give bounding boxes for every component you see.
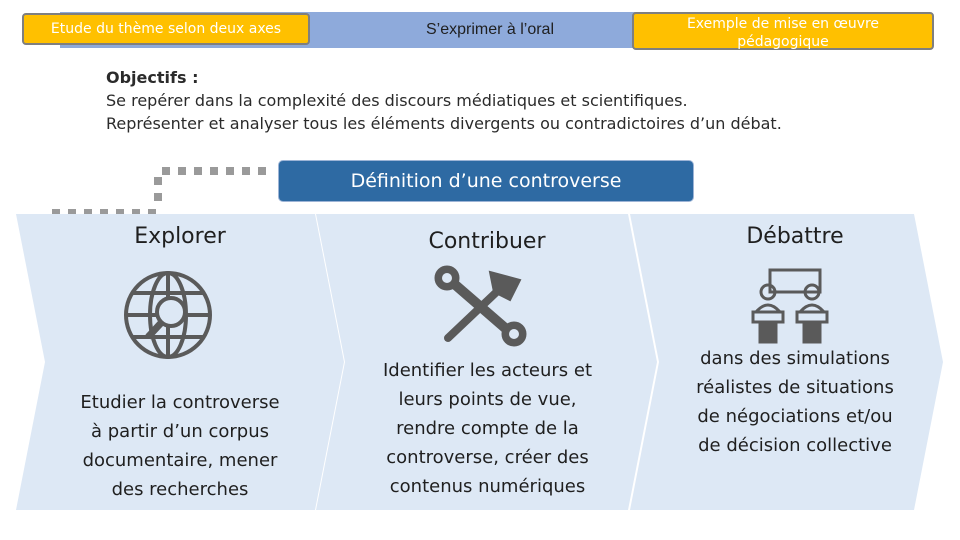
column-text-line: dans des simulations — [700, 348, 890, 369]
column-text-line: des recherches — [111, 479, 249, 500]
column-text-line: réalistes de situations — [696, 377, 894, 398]
column-title-debattre: Débattre — [746, 224, 844, 249]
objective-line-2: Représenter et analyser tous les éléments divergents ou contradictoires d’un débat. — [106, 114, 782, 133]
column-text-line: Identifier les acteurs et — [382, 360, 593, 381]
theme-axes-tag: Etude du thème selon deux axes — [22, 13, 310, 45]
column-title-explorer: Explorer — [134, 224, 226, 249]
column-text-line: de décision collective — [698, 435, 892, 456]
column-text-line: rendre compte de la — [396, 418, 579, 439]
objective-line-1: Se repérer dans la complexité des discours médiatiques et scientifiques. — [106, 91, 688, 110]
example-tag-line1: Exemple de mise en œuvre — [686, 16, 880, 32]
column-text-line: à partir d’un corpus — [91, 421, 269, 442]
column-text-line: documentaire, mener — [82, 450, 278, 471]
header-subject: S’exprimer à l’oral — [425, 21, 555, 38]
example-tag-line2: pédagogique — [737, 34, 829, 50]
column-text-line: de négociations et/ou — [697, 406, 893, 427]
column-text-contribuer — [345, 356, 630, 501]
column-title-contribuer: Contribuer — [428, 229, 546, 254]
column-text-line: leurs points de vue, — [398, 389, 577, 410]
column-text-line: controverse, créer des — [386, 447, 589, 468]
column-text-line: Etudier la controverse — [80, 392, 280, 413]
objectives-title: Objectifs : — [106, 68, 199, 87]
definition-bar: Définition d’une controverse — [278, 160, 694, 202]
column-text-debattre — [660, 344, 930, 460]
column-text-line: contenus numériques — [389, 476, 586, 497]
globe-search-icon — [126, 273, 210, 357]
column-text-explorer — [40, 388, 320, 504]
